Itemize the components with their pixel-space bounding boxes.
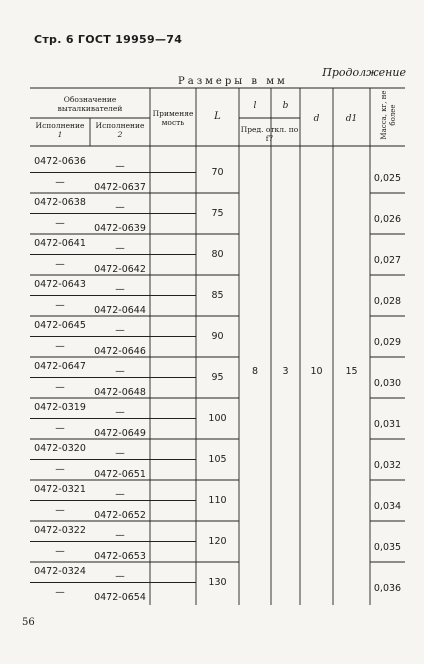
variant2-cell: 0472-0639 [94, 222, 146, 234]
variant2-cell: 0472-0652 [94, 509, 146, 521]
variant2-cell: — [115, 407, 125, 418]
mass-value: 0,028 [373, 295, 402, 307]
variant2-cell: — [115, 243, 125, 254]
variant1-cell: — [55, 504, 65, 516]
L-value: 80 [211, 248, 224, 260]
variant1-cell: 0472-0320 [34, 443, 86, 454]
variant1-cell: — [55, 586, 65, 598]
L-value: 110 [208, 494, 227, 506]
variant2-cell: 0472-0646 [94, 345, 146, 357]
L-value: 90 [211, 330, 224, 342]
L-value: 100 [208, 412, 227, 424]
variant1-cell: — [55, 217, 65, 229]
variant2-cell: — [115, 366, 125, 377]
table-title: Размеры в мм [178, 76, 288, 87]
L-value: 95 [211, 371, 224, 383]
variant1-cell: 0472-0322 [34, 525, 86, 536]
L-value: 75 [211, 207, 224, 219]
b-header: b [282, 101, 289, 111]
mass-value: 0,030 [373, 377, 402, 389]
variant2-number: 2 [117, 130, 123, 139]
d-value: 10 [310, 366, 323, 377]
mass-value: 0,029 [373, 336, 402, 348]
applicability-header: Применяемость [152, 109, 194, 127]
variant2-cell: — [115, 202, 125, 213]
variant1-cell: — [55, 299, 65, 311]
L-value: 85 [211, 289, 224, 301]
variant2-cell: — [115, 530, 125, 541]
variant2-header: Исполнение [95, 121, 145, 130]
L-value: 130 [208, 576, 227, 588]
variant2-cell: 0472-0644 [94, 304, 146, 316]
variant2-cell: — [115, 325, 125, 336]
tolerance-header: Пред. откл. по f7 [240, 125, 299, 143]
variant1-cell: — [55, 381, 65, 393]
designation-group-header: Обозначение выталкивателей [57, 95, 123, 113]
variant1-cell: — [55, 258, 65, 270]
d-header: d [313, 114, 320, 124]
mass-value: 0,035 [373, 541, 402, 553]
variant2-cell: — [115, 571, 125, 582]
variant2-cell: — [115, 284, 125, 295]
variant2-cell: 0472-0653 [94, 550, 146, 562]
variant2-cell: — [115, 161, 125, 172]
variant1-cell: 0472-0645 [34, 320, 86, 331]
page-number: 56 [22, 617, 35, 628]
d1-header: d1 [345, 114, 358, 124]
mass-header: Масса, кг, не более [380, 90, 397, 140]
variant1-cell: — [55, 545, 65, 557]
variant2-cell: — [115, 448, 125, 459]
l-header: l [253, 101, 257, 111]
variant2-cell: 0472-0649 [94, 427, 146, 439]
variant2-cell: 0472-0642 [94, 263, 146, 275]
variant1-cell: 0472-0638 [34, 197, 86, 208]
variant1-cell: — [55, 463, 65, 475]
mass-value: 0,034 [373, 500, 402, 512]
mass-value: 0,036 [373, 582, 402, 594]
mass-value: 0,031 [373, 418, 402, 430]
d1-value: 15 [345, 366, 358, 377]
variant1-cell: — [55, 340, 65, 352]
continuation-label: Продолжение [322, 66, 406, 79]
variant1-cell: 0472-0641 [34, 238, 86, 249]
mass-value: 0,026 [373, 213, 402, 225]
variant1-cell: 0472-0319 [34, 402, 86, 413]
variant1-cell: — [55, 422, 65, 434]
variant2-cell: 0472-0654 [94, 591, 146, 603]
L-value: 70 [211, 166, 224, 178]
page-header: Стр. 6 ГОСТ 19959—74 [34, 33, 183, 46]
variant2-cell: 0472-0651 [94, 468, 146, 480]
mass-value: 0,032 [373, 459, 402, 471]
variant2-cell: 0472-0637 [94, 181, 146, 193]
l-value: 8 [251, 366, 259, 377]
variant1-cell: 0472-0643 [34, 279, 86, 290]
variant1-cell: 0472-0636 [34, 156, 86, 167]
variant1-number: 1 [57, 130, 63, 139]
mass-value: 0,025 [373, 172, 402, 184]
variant1-cell: 0472-0324 [34, 566, 86, 577]
L-value: 105 [208, 453, 227, 465]
variant1-cell: — [55, 176, 65, 188]
b-value: 3 [282, 366, 289, 377]
mass-value: 0,027 [373, 254, 402, 266]
L-value: 120 [208, 535, 227, 547]
variant1-cell: 0472-0321 [34, 484, 86, 495]
L-header: L [214, 111, 221, 122]
variant1-cell: 0472-0647 [34, 361, 86, 372]
variant1-header: Исполнение [35, 121, 85, 130]
variant2-cell: 0472-0648 [94, 386, 146, 398]
variant2-cell: — [115, 489, 125, 500]
